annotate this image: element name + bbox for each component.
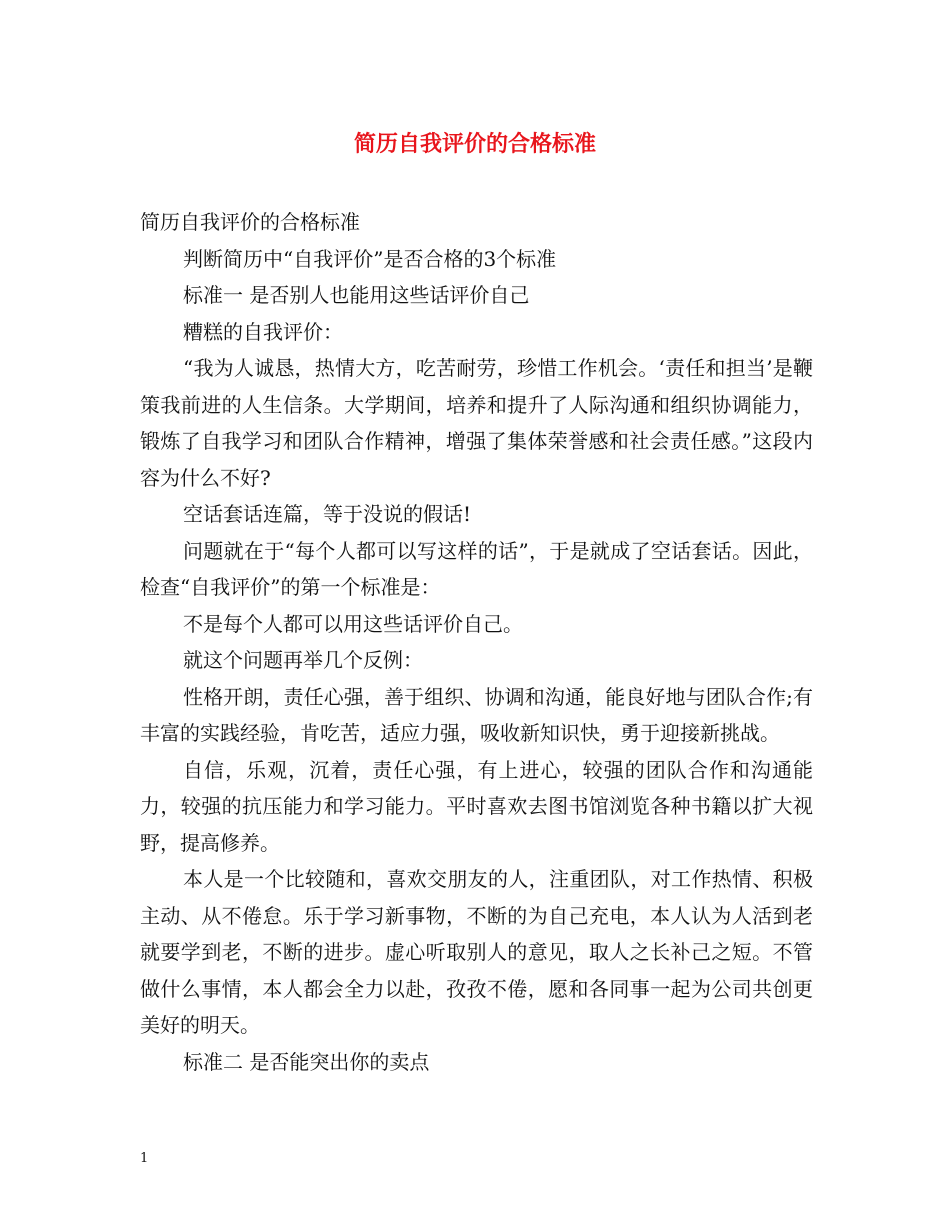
paragraph: 糟糕的自我评价： [183, 319, 343, 344]
paragraph: 标准一 是否别人也能用这些话评价自己 [183, 283, 530, 307]
document-title: 简历自我评价的合格标准 [353, 132, 596, 157]
paragraph: 本人是一个比较随和，喜欢交朋友的人，注重团队，对工作热情、积极主动、从不倦怠。乐于学习新事物，不断的为自己充电，本人认为人活到老就要学到老，不断的进步。虚心听取别人的意见，取人之长补己之短。不管做什么事情，本人都会全力以赴，孜孜不倦，愿和各同事一起为公司共创更美好的明天。 [140, 867, 813, 1037]
paragraph: 空话套话连篇，等于没说的假话! [183, 502, 472, 526]
paragraph: 自信，乐观，沉着，责任心强，有上进心，较强的团队合作和沟通能力，较强的抗压能力和学习能力。平时喜欢去图书馆浏览各种书籍以扩大视野，提高修养。 [140, 757, 813, 855]
page-number: 1 [140, 1151, 149, 1166]
paragraph: 问题就在于“每个人都可以写这样的话”，于是就成了空话套话。因此，检查“自我评价”的第一个标准是： [140, 538, 813, 599]
document-body [140, 204, 813, 1080]
paragraph: 判断简历中“自我评价”是否合格的3个标准 [183, 246, 557, 271]
paragraph: 就这个问题再举几个反例： [183, 648, 423, 672]
paragraph: “我为人诚恳，热情大方，吃苦耐劳，珍惜工作机会。‘责任和担当’是鞭策我前进的人生信条。大学期间，培养和提升了人际沟通和组织协调能力，锻炼了自我学习和团队合作精神，增强了集体荣誉感和社会责任感。”这段内容为什么不好? [140, 356, 813, 490]
paragraph: 性格开朗，责任心强，善于组织、协调和沟通，能良好地与团队合作;有丰富的实践经验，肯吃苦，适应力强，吸收新知识快，勇于迎接新挑战。 [140, 684, 813, 745]
paragraph: 标准二 是否能突出你的卖点 [183, 1049, 430, 1074]
paragraph: 不是每个人都可以用这些话评价自己。 [183, 611, 523, 636]
paragraph: 简历自我评价的合格标准 [140, 210, 360, 234]
